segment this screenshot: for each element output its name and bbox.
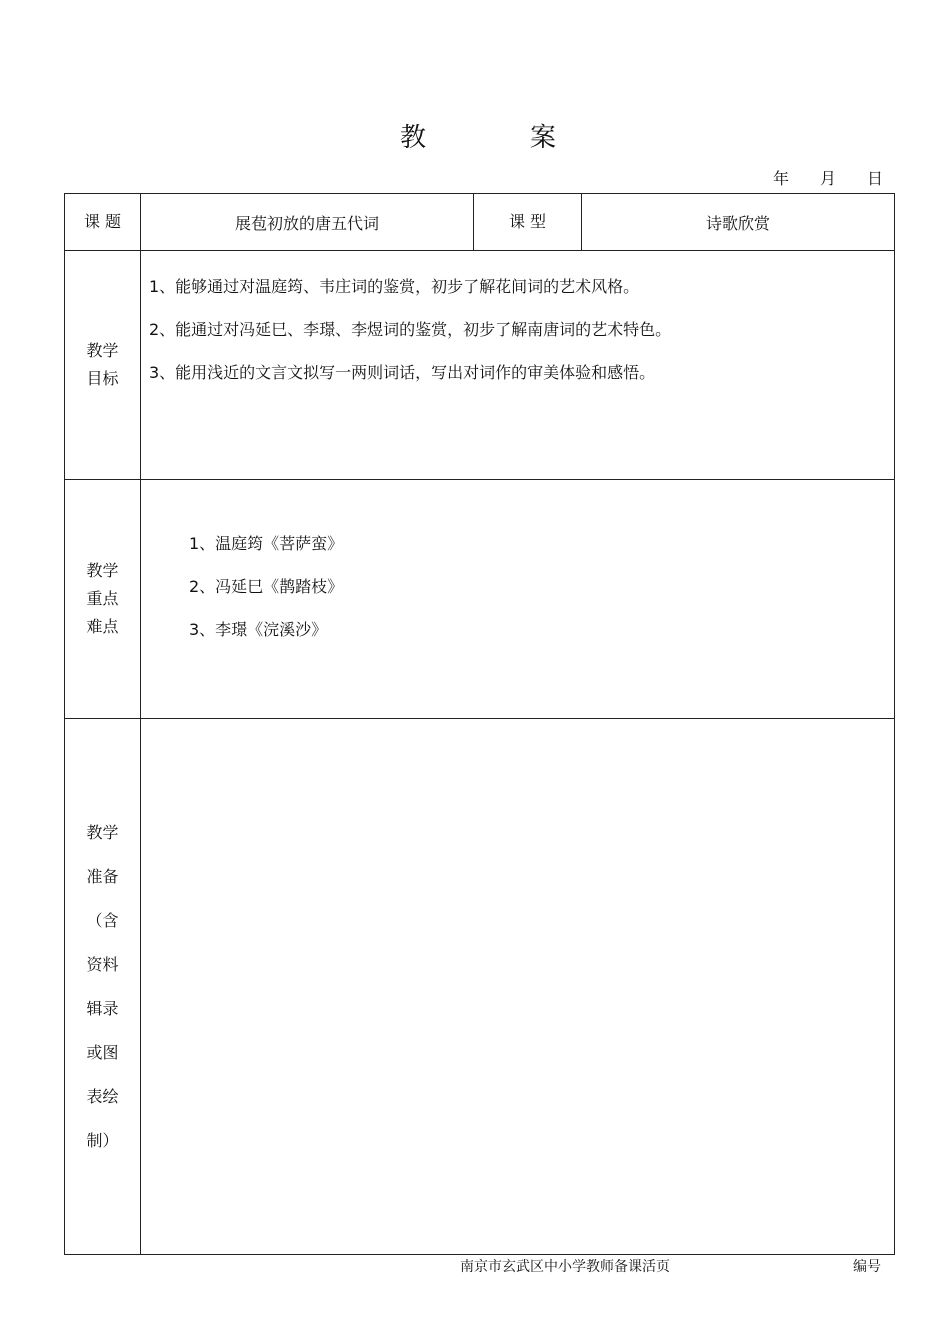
preparation-content <box>141 719 895 1255</box>
date-month-label: 月 <box>820 169 837 188</box>
goals-row <box>65 251 895 480</box>
lesson-plan-table <box>64 193 895 1255</box>
key-points-label <box>65 480 141 719</box>
type-label: 课 型 <box>474 194 582 251</box>
footer-number-label: 编号 <box>853 1259 881 1275</box>
goal-item: 1、能够通过对温庭筠、韦庄词的鉴赏，初步了解花间词的艺术风格。 <box>149 277 640 296</box>
topic-value: 展苞初放的唐五代词 <box>141 194 474 251</box>
preparation-label-line: 准备 <box>86 866 119 886</box>
key-points-row <box>65 480 895 719</box>
goal-item: 3、能用浅近的文言文拟写一两则词话，写出对词作的审美体验和感悟。 <box>149 363 656 382</box>
goals-label-line1: 教学 <box>86 341 119 360</box>
goal-item: 2、能通过对冯延巳、李璟、李煜词的鉴赏，初步了解南唐词的艺术特色。 <box>149 320 672 339</box>
preparation-label <box>65 719 141 1255</box>
key-points-label-line1: 教学 <box>86 561 119 580</box>
goals-content <box>141 251 895 480</box>
preparation-label-line: 教学 <box>86 822 119 842</box>
date-day-label: 日 <box>867 169 884 188</box>
type-value: 诗歌欣赏 <box>582 194 895 251</box>
preparation-label-line: 制） <box>86 1130 119 1150</box>
key-points-label-line2: 重点 <box>86 589 119 608</box>
footer-source: 南京市玄武区中小学教师备课活页 <box>460 1259 670 1275</box>
goals-label <box>65 251 141 480</box>
key-point-item: 1、温庭筠《菩萨蛮》 <box>189 534 344 553</box>
preparation-label-line: 辑录 <box>86 998 119 1018</box>
preparation-row <box>65 719 895 1255</box>
preparation-label-line: 表绘 <box>86 1086 119 1106</box>
preparation-label-line: 资料 <box>86 954 119 974</box>
key-points-label-line3: 难点 <box>86 617 119 636</box>
key-points-content <box>141 480 895 719</box>
goals-label-line2: 目标 <box>86 369 119 388</box>
title-char-1: 教 <box>400 123 427 153</box>
title-char-2: 案 <box>530 123 557 153</box>
topic-row <box>65 194 895 251</box>
preparation-label-line: 或图 <box>86 1042 119 1062</box>
preparation-label-line: （含 <box>86 910 119 930</box>
date-year-label: 年 <box>773 169 790 188</box>
key-point-item: 3、李璟《浣溪沙》 <box>189 620 328 639</box>
topic-label: 课 题 <box>65 194 141 251</box>
key-point-item: 2、冯延巳《鹊踏枝》 <box>189 577 344 596</box>
